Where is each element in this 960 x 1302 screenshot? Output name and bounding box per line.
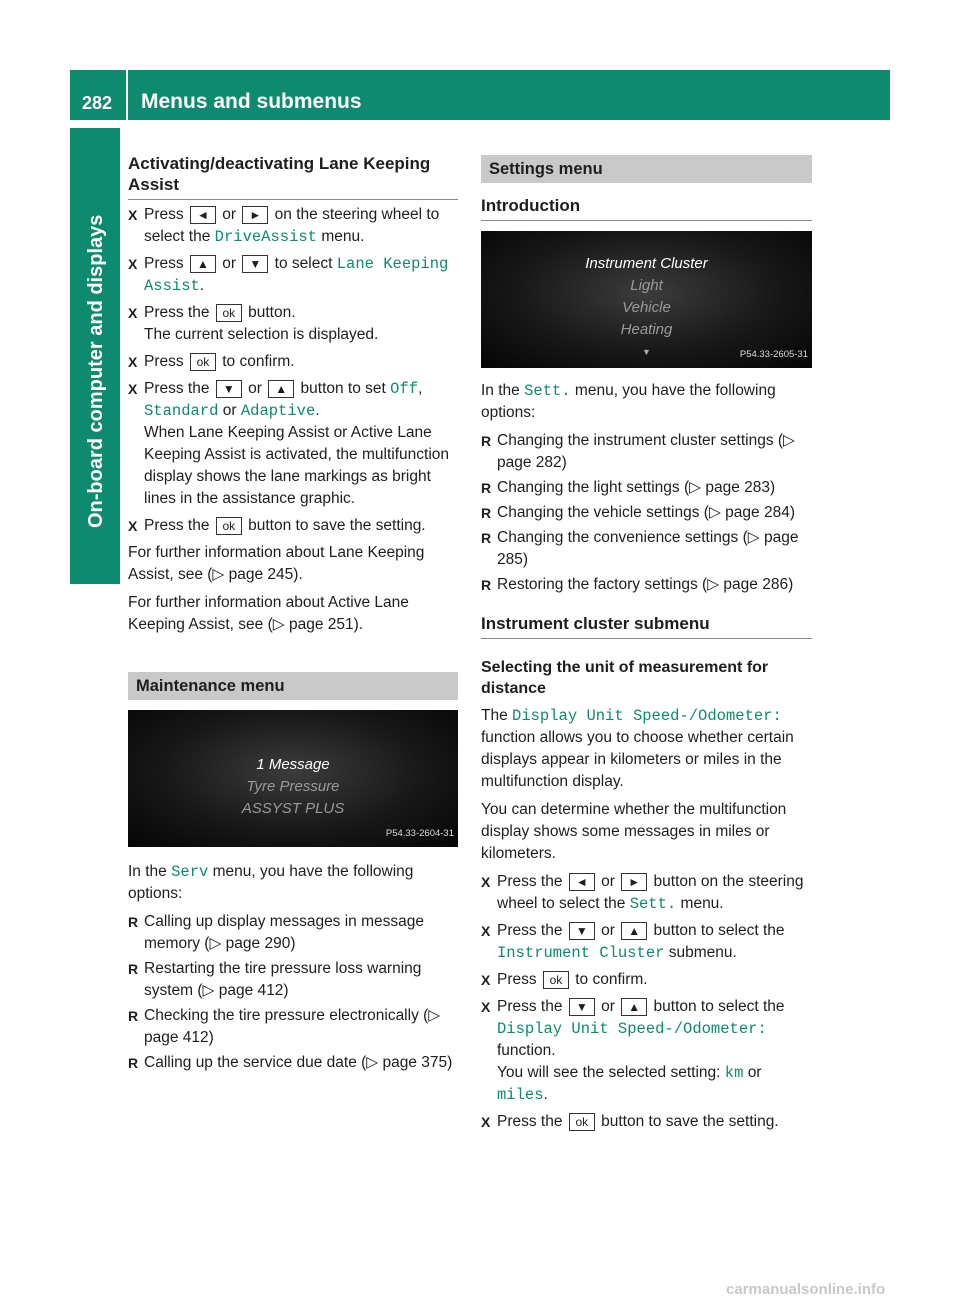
step: X Press the ▼ or ▲ button to set Off, Standard or Adaptive. When Lane Keeping Assist or Active Lane Keeping Assist is activated, the multifunction display shows the lane markings as bright lines in the assistance graphic.	[128, 378, 458, 510]
up-arrow-key-icon: ▲	[621, 998, 647, 1016]
right-arrow-key-icon: ►	[242, 206, 268, 224]
side-tab-label: On-board computer and displays	[85, 214, 107, 528]
menu-code: DriveAssist	[214, 228, 317, 246]
image-reference: P54.33-2604-31	[385, 828, 454, 839]
list-item: R Changing the light settings (▷ page 283)	[481, 477, 812, 499]
step-note: The current selection is displayed.	[144, 326, 379, 343]
list-item: R Restoring the factory settings (▷ page 286)	[481, 574, 812, 596]
display-line: 1 Message	[256, 756, 330, 773]
step: X Press the ◄ or ► button on the steering wheel to select the Sett. menu.	[481, 871, 812, 915]
list-item: R Calling up display messages in message memory (▷ page 290)	[128, 911, 458, 955]
ok-key-icon: ok	[543, 971, 569, 989]
step: X Press the ok button to save the setting.	[481, 1111, 812, 1133]
step: X Press the ok button. The current selection is displayed.	[128, 302, 458, 346]
left-arrow-key-icon: ◄	[190, 206, 216, 224]
paragraph: The Display Unit Speed-/Odometer: function allows you to choose whether certain displays appear in kilometers or miles in the multifunction display.	[481, 707, 794, 790]
step: X Press ◄ or ► on the steering wheel to select the DriveAssist menu.	[128, 204, 458, 248]
down-arrow-key-icon: ▼	[569, 998, 595, 1016]
down-arrow-key-icon: ▼	[242, 255, 268, 273]
display-line: Light	[630, 277, 663, 294]
up-arrow-key-icon: ▲	[190, 255, 216, 273]
up-arrow-key-icon: ▲	[268, 380, 294, 398]
page-number: 282	[82, 93, 113, 113]
list-item: R Calling up the service due date (▷ page 375)	[128, 1052, 458, 1074]
display-line: Vehicle	[622, 299, 671, 316]
page-title: Menus and submenus	[141, 90, 362, 113]
paragraph: In the Sett. menu, you have the following options:	[481, 382, 776, 421]
paragraph: For further information about Active Lane Keeping Assist, see (▷ page 251).	[128, 594, 409, 633]
ok-key-icon: ok	[190, 353, 216, 371]
header-divider	[126, 70, 128, 120]
menu-code: Lane Keeping Assist	[144, 255, 449, 295]
display-line: Instrument Cluster	[585, 255, 708, 272]
list-item: R Restarting the tire pressure loss warning system (▷ page 412)	[128, 958, 458, 1002]
display-line: Tyre Pressure	[246, 778, 340, 795]
list-item: R Checking the tire pressure electronically (▷ page 412)	[128, 1005, 458, 1049]
step: X Press ok to confirm.	[128, 351, 458, 373]
scroll-down-icon: ▼	[642, 347, 651, 357]
step: X Press ▲ or ▼ to select Lane Keeping Assist.	[128, 253, 458, 297]
ok-key-icon: ok	[569, 1113, 595, 1131]
left-column	[128, 153, 458, 1077]
section-heading-lane-keeping: Activating/deactivating Lane Keeping Assist	[128, 153, 458, 200]
right-column	[481, 155, 812, 1138]
down-arrow-key-icon: ▼	[569, 922, 595, 940]
left-arrow-key-icon: ◄	[569, 873, 595, 891]
list-item: R Changing the convenience settings (▷ page 285)	[481, 527, 812, 571]
down-arrow-key-icon: ▼	[216, 380, 242, 398]
image-reference: P54.33-2605-31	[739, 349, 808, 360]
paragraph: You can determine whether the multifunction display shows some messages in miles or kilometers.	[481, 801, 787, 862]
list-item: R Changing the vehicle settings (▷ page 284)	[481, 502, 812, 524]
display-line: Heating	[620, 321, 673, 338]
right-arrow-key-icon: ►	[621, 873, 647, 891]
step-note: When Lane Keeping Assist or Active Lane Keeping Assist is activated, the multifunction display shows the lane markings as bright lines in the assistance graphic.	[144, 424, 449, 507]
up-arrow-key-icon: ▲	[621, 922, 647, 940]
paragraph: For further information about Lane Keeping Assist, see (▷ page 245).	[128, 544, 425, 583]
maintenance-display-image	[128, 710, 458, 847]
section-heading-settings: Settings menu	[481, 155, 812, 183]
section-heading-maintenance: Maintenance menu	[128, 672, 458, 700]
display-line: ASSYST PLUS	[241, 800, 345, 817]
ok-key-icon: ok	[216, 517, 242, 535]
section-heading-introduction: Introduction	[481, 195, 812, 221]
step: X Press the ok button to save the setting.	[128, 515, 458, 537]
subsection-heading-unit: Selecting the unit of measurement for distance	[481, 659, 769, 697]
step: X Press the ▼ or ▲ button to select the Display Unit Speed-/Odometer: function. You will see the selected setting: km or miles.	[481, 996, 812, 1106]
section-heading-instrument-cluster: Instrument cluster submenu	[481, 613, 812, 639]
paragraph: In the Serv menu, you have the following options:	[128, 863, 414, 902]
step: X Press ok to confirm.	[481, 969, 812, 991]
step: X Press the ▼ or ▲ button to select the Instrument Cluster submenu.	[481, 920, 812, 964]
ok-key-icon: ok	[216, 304, 242, 322]
list-item: R Changing the instrument cluster settings (▷ page 282)	[481, 430, 812, 474]
watermark: carmanualsonline.info	[726, 1281, 886, 1298]
settings-display-image	[481, 231, 812, 368]
